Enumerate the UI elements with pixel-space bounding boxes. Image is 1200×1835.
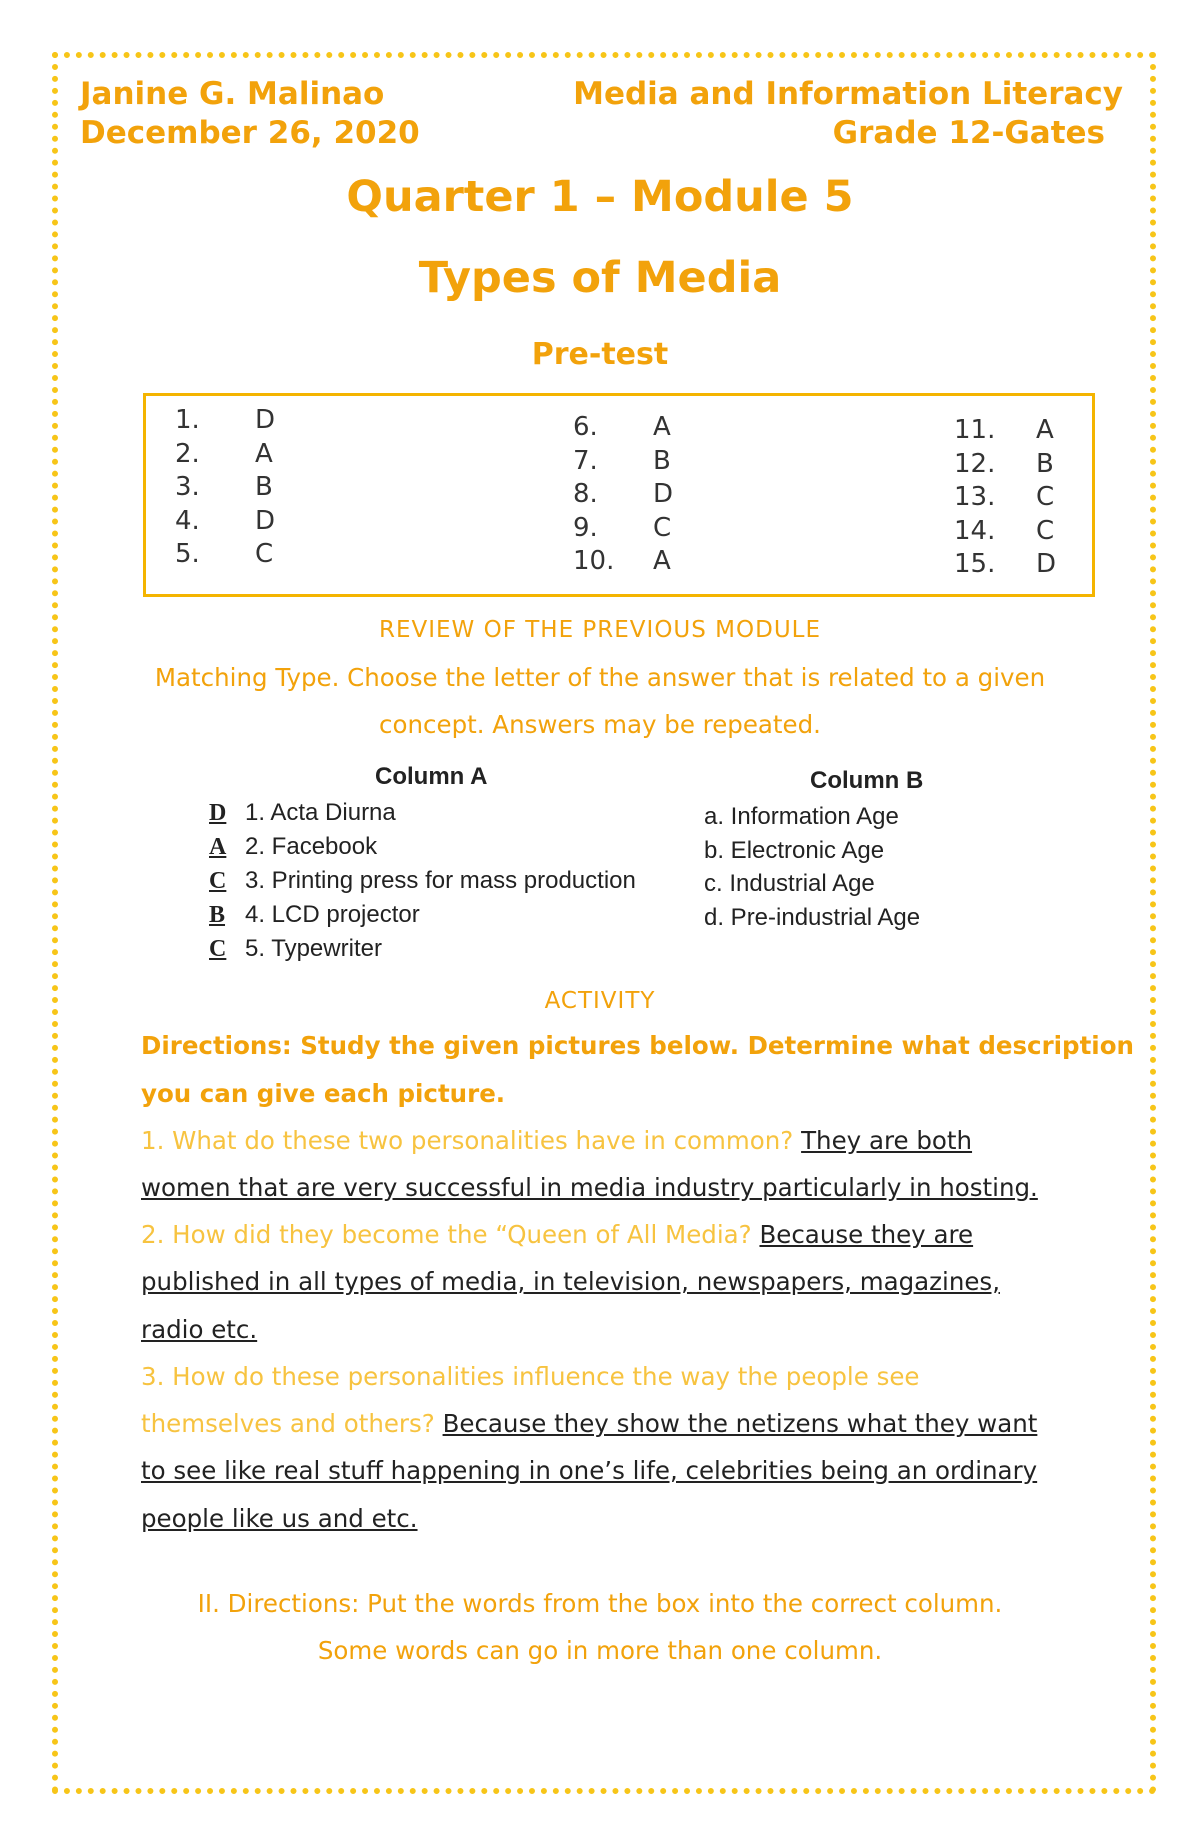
answer-2-part-3: radio etc. <box>141 1315 258 1344</box>
question-3-line <box>141 1400 1037 1447</box>
pretest-item <box>954 515 1056 549</box>
pretest-item-number: 8. <box>573 479 598 509</box>
column-a-item-text: 1. Acta Diurna <box>245 799 396 826</box>
answer-3-part-1: Because they show the netizens what they want <box>442 1409 1038 1438</box>
column-b-item: b. Electronic Age <box>704 836 885 864</box>
part-2-directions-line-1: II. Directions: Put the words from the box into the correct column. <box>197 1589 1003 1618</box>
column-a-answer-letter: D <box>209 800 227 826</box>
pretest-item-answer: C <box>653 512 672 543</box>
pretest-item <box>573 545 673 579</box>
answer-2-part-2: published in all types of media, in television, newspapers, magazines, <box>141 1267 1000 1296</box>
column-a-item <box>209 796 636 830</box>
column-a-answer-letter: B <box>209 902 226 928</box>
pretest-item <box>175 538 275 572</box>
pretest-item-answer: C <box>1036 515 1055 546</box>
pretest-item-number: 14. <box>954 515 996 546</box>
question-2-line <box>141 1211 973 1258</box>
pretest-item-number: 5. <box>175 539 200 569</box>
pretest-item <box>175 438 275 472</box>
column-b-list <box>704 800 920 934</box>
pretest-item-answer: C <box>1036 482 1055 512</box>
activity-directions-line-1: Directions: Study the given pictures below. Determine what description <box>141 1031 1134 1060</box>
pretest-item-answer: A <box>653 546 671 576</box>
question-2: 2. How did they become the “Queen of All Media? <box>141 1220 752 1249</box>
review-instruction-line-1: Matching Type. Choose the letter of the answer that is related to a given <box>154 663 1046 692</box>
pretest-item <box>573 411 673 445</box>
column-a-heading: Column A <box>375 763 488 790</box>
pretest-item-number: 13. <box>954 482 996 512</box>
column-a-item-text: 5. Typewriter <box>245 935 382 962</box>
column-a-item <box>209 932 636 966</box>
pretest-item-number: 3. <box>175 472 200 502</box>
column-a-item <box>209 830 636 864</box>
column-b-heading: Column B <box>810 767 924 794</box>
question-3-part-2: themselves and others? <box>141 1409 435 1438</box>
pretest-item <box>175 505 275 539</box>
column-a-item-text: 4. LCD projector <box>245 901 420 928</box>
pretest-item <box>573 445 673 479</box>
pretest-item-number: 9. <box>573 512 598 543</box>
pretest-item-number: 11. <box>954 415 996 445</box>
pretest-item-number: 15. <box>954 549 996 579</box>
answer-1-part-1: They are both <box>801 1126 973 1155</box>
pretest-item-answer: B <box>1036 448 1054 479</box>
document-date: December 26, 2020 <box>80 115 420 151</box>
subject-name: Media and Information Literacy <box>573 76 1123 112</box>
pretest-column-1 <box>175 404 275 572</box>
pretest-item <box>573 478 673 512</box>
pretest-item-number: 12. <box>954 448 996 479</box>
pretest-item-number: 2. <box>175 438 200 469</box>
grade-section: Grade 12-Gates <box>832 115 1105 151</box>
activity-directions-line-2: you can give each picture. <box>141 1079 506 1108</box>
pretest-item-answer: A <box>653 412 671 442</box>
module-subtitle: Types of Media <box>418 253 782 303</box>
pretest-item-answer: D <box>1036 549 1057 579</box>
question-3-part-1: 3. How do these personalities influence the way the people see <box>141 1362 920 1391</box>
column-b-item: a. Information Age <box>704 803 899 830</box>
activity-heading: ACTIVITY <box>544 988 656 1014</box>
column-a-answer-letter: C <box>209 936 227 962</box>
pretest-item-answer: D <box>255 505 276 536</box>
pretest-item-number: 10. <box>573 546 615 576</box>
pretest-heading: Pre-test <box>531 337 669 372</box>
review-heading: REVIEW OF THE PREVIOUS MODULE <box>378 617 822 643</box>
module-title: Quarter 1 – Module 5 <box>346 172 854 222</box>
pretest-item <box>954 448 1056 482</box>
pretest-item <box>573 512 673 546</box>
answer-3-part-2: to see like real stuff happening in one’s life, celebrities being an ordinary <box>141 1456 1038 1485</box>
column-a-list <box>209 796 636 966</box>
pretest-item-answer: D <box>255 405 276 435</box>
pretest-item <box>954 414 1056 448</box>
pretest-item-answer: D <box>653 479 674 509</box>
pretest-item <box>954 481 1056 515</box>
answer-2-part-1: Because they are <box>759 1220 974 1249</box>
pretest-item <box>175 471 275 505</box>
pretest-item-number: 1. <box>175 405 200 435</box>
column-a-answer-letter: C <box>209 868 227 894</box>
question-1-line <box>141 1117 972 1164</box>
pretest-item-answer: C <box>255 539 274 569</box>
part-2-directions-line-2: Some words can go in more than one column. <box>317 1636 883 1665</box>
answer-3-part-3: people like us and etc. <box>141 1504 418 1533</box>
column-b-item: d. Pre-industrial Age <box>704 903 921 931</box>
column-b-item: c. Industrial Age <box>704 870 875 897</box>
pretest-item-answer: A <box>1036 415 1054 445</box>
pretest-item-answer: A <box>255 438 273 469</box>
pretest-item-number: 4. <box>175 505 200 536</box>
pretest-item-number: 6. <box>573 412 598 442</box>
column-a-item-text: 3. Printing press for mass production <box>245 867 636 894</box>
answer-1-part-2: women that are very successful in media industry particularly in hosting. <box>141 1173 1038 1202</box>
column-a-item <box>209 898 636 932</box>
question-1: 1. What do these two personalities have in common? <box>141 1126 794 1155</box>
student-name: Janine G. Malinao <box>80 76 385 112</box>
review-instruction-line-2: concept. Answers may be repeated. <box>379 710 821 739</box>
column-a-item <box>209 864 636 898</box>
pretest-item-answer: B <box>255 472 273 502</box>
column-a-answer-letter: A <box>209 834 227 860</box>
column-a-item-text: 2. Facebook <box>245 833 378 860</box>
pretest-item <box>954 548 1056 582</box>
pretest-column-2 <box>573 411 673 579</box>
pretest-item-number: 7. <box>573 445 598 476</box>
pretest-item <box>175 404 275 438</box>
pretest-column-3 <box>954 414 1056 582</box>
pretest-item-answer: B <box>653 445 671 476</box>
